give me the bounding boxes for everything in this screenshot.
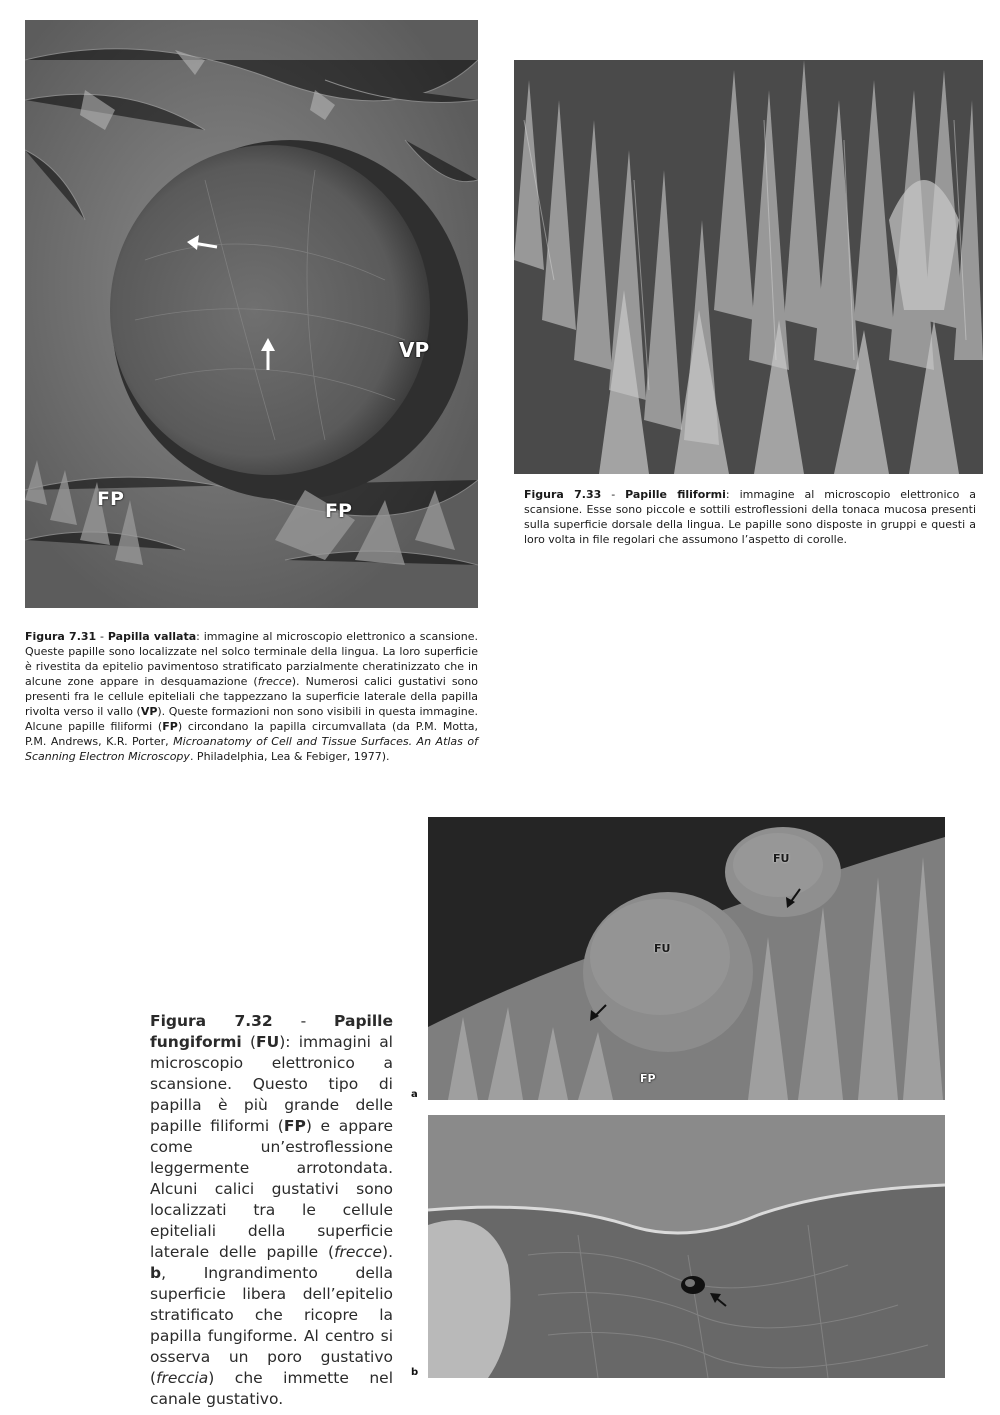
figure-7-31-image — [25, 20, 478, 608]
caption-number: Figura 7.31 — [25, 630, 97, 643]
label-fp: FP — [640, 1072, 656, 1085]
caption-title: Papilla vallata — [107, 630, 197, 643]
caption-bold: VP — [140, 705, 158, 718]
caption-text: ( — [241, 1033, 257, 1051]
figure-7-33-caption — [524, 487, 976, 547]
caption-title: Papille filiformi — [625, 488, 726, 501]
caption-emphasis: freccia — [156, 1369, 209, 1387]
caption-number: Figura 7.33 — [524, 488, 602, 501]
panel-b-letter: b — [411, 1367, 419, 1378]
figure-7-32a-image — [428, 817, 945, 1100]
caption-bold: FP — [283, 1117, 306, 1135]
caption-text: ) e appare come un’estroflessione leggermente arrotondata. Alcuni calici gustativi sono localizzati tra le cellule epiteliali della superficie laterale delle papille ( — [150, 1117, 393, 1261]
caption-emphasis: frecce — [257, 675, 292, 688]
caption-text: ): immagini al microscopio elettronico a scansione. Questo tipo di papilla è più grande delle papille filiformi ( — [150, 1033, 393, 1135]
caption-bold: FU — [256, 1033, 280, 1051]
caption-text: ) che immette nel canale gustativo. — [150, 1369, 393, 1408]
label-fp-left: FP — [97, 488, 124, 510]
caption-text: : immagine al microscopio elettronico a scansione. Queste papille sono localizzate nel solco terminale della lingua. La loro superficie è rivestita da epitelio pavimentoso stratificato parzialmente cheratinizzato che in alcune zone appare in desquamazione ( — [25, 630, 479, 688]
caption-sep: - — [96, 630, 108, 643]
figure-7-32-caption — [150, 1011, 393, 1410]
caption-bold: FP — [162, 720, 178, 733]
caption-text: . Philadelphia, Lea & Febiger, 1977). — [189, 750, 390, 763]
caption-text: ). Queste formazioni non sono visibili in questa immagine. Alcune papille filiformi ( — [25, 705, 478, 733]
caption-emphasis: Microanatomy of Cell and Tissue Surfaces. An Atlas of Scanning Electron Microscopy — [25, 735, 478, 763]
panel-a-letter: a — [411, 1089, 418, 1100]
caption-text: , Ingrandimento della superficie libera dell’epitelio stratificato che ricopre la papilla fungiforme. Al centro si osserva un poro gustativo ( — [150, 1264, 393, 1387]
caption-emphasis: frecce — [334, 1243, 383, 1261]
figure-7-31-caption — [25, 629, 478, 764]
caption-sep: - — [272, 1012, 335, 1030]
label-vp: VP — [399, 338, 430, 362]
label-fu-small: FU — [773, 852, 790, 865]
label-fu-large: FU — [654, 942, 671, 955]
caption-text: : immagine al microscopio elettronico a scansione. Esse sono piccole e sottili estroflessioni della tonaca mucosa presenti sulla superficie dorsale della lingua. Le papille sono disposte in gruppi e questi a loro volta in file regolari che assumono l’aspetto di corolle. — [524, 488, 977, 546]
caption-sep: - — [601, 488, 626, 501]
label-fp-right: FP — [325, 500, 352, 522]
caption-bold: b — [150, 1264, 162, 1282]
caption-number: Figura 7.32 — [150, 1012, 273, 1030]
caption-title: Papille fungiformi — [150, 1012, 393, 1051]
figure-7-33-image — [514, 60, 983, 474]
caption-text: ). Numerosi calici gustativi sono presenti fra le cellule epiteliali che tappezzano la superficie laterale della papilla rivolta verso il vallo ( — [25, 675, 478, 718]
caption-text: ) circondano la papilla circumvallata (da P.M. Motta, P.M. Andrews, K.R. Porter, — [25, 720, 478, 748]
caption-text: ). — [382, 1243, 393, 1261]
figure-7-32b-image — [428, 1115, 945, 1378]
